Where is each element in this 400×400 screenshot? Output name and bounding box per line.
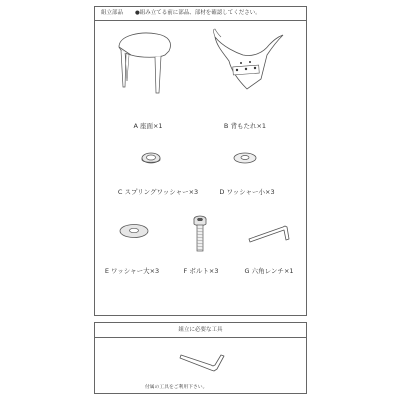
hex-wrench-icon: [177, 347, 227, 375]
seat-icon: [111, 25, 181, 95]
large-washer-icon: [118, 222, 150, 240]
hex-wrench-icon: [245, 219, 295, 245]
parts-section-note: ●組み立てる前に部品、部材を確認してください。: [135, 10, 261, 16]
parts-header: [95, 7, 306, 21]
parts-list-panel: [94, 6, 307, 316]
part-label-b: B 背もたれ×1: [223, 122, 267, 130]
small-washer-icon: [232, 151, 258, 165]
part-label-e: E ワッシャー大×3: [104, 267, 160, 275]
part-label-d: D ワッシャー小×3: [219, 188, 275, 196]
part-label-f: F ボルト×3: [183, 267, 219, 275]
parts-section-title: 組立部品: [101, 10, 124, 16]
tools-note: 付属の工具をご利用下さい。: [145, 385, 208, 390]
spring-washer-icon: [139, 150, 163, 166]
tools-section-title: 組立に必要な工具: [95, 323, 306, 338]
part-label-c: C スプリングワッシャー×3: [117, 188, 199, 196]
part-label-a: A 座面×1: [133, 122, 163, 130]
required-tools-panel: [94, 322, 307, 394]
backrest-icon: [207, 25, 287, 95]
bolt-icon: [190, 214, 210, 254]
part-label-g: G 六角レンチ×1: [244, 267, 294, 275]
